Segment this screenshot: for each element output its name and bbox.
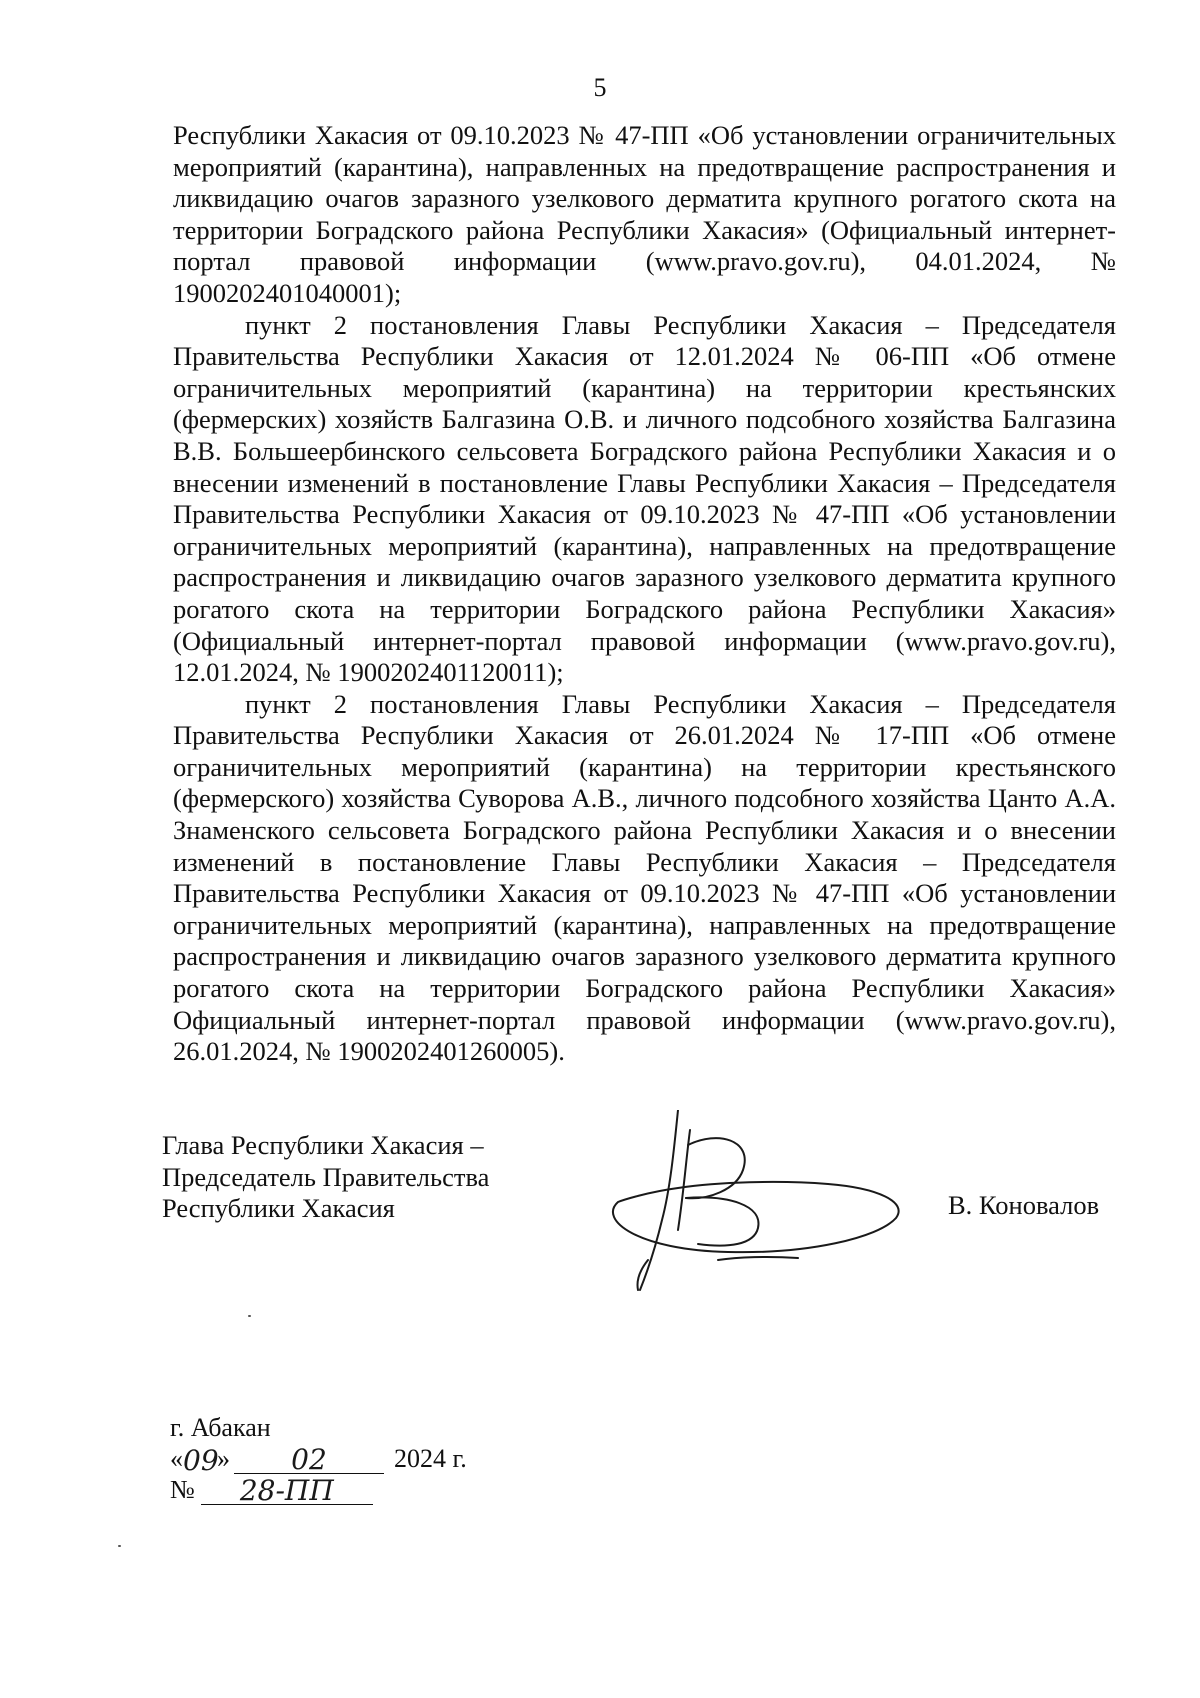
- date-open-quote: «: [170, 1444, 183, 1473]
- document-body: [173, 120, 1116, 1068]
- scan-artifact: [118, 1545, 121, 1547]
- page-number: 5: [593, 73, 607, 102]
- issue-date: [170, 1443, 467, 1477]
- position-line: Республики Хакасия: [162, 1193, 395, 1223]
- paragraph-continuation: Республики Хакасия от 09.10.2023 № 47-ПП «Об установлении ограничительных мероприятий (карантина), направленных на предотвращение распространения и ликвидацию очагов заразного узелкового дерматита крупного рогатого скота на территории Боградского района Республики Хакасия» (Официальный интернет-портал правовой информации (www.pravo.gov.ru), 04.01.2024, № 1900202401040001);: [173, 120, 1116, 308]
- number-value: 28-ПП: [201, 1478, 373, 1505]
- signatory-position: [162, 1130, 489, 1225]
- handwritten-signature: [578, 1110, 908, 1300]
- date-month: 02: [234, 1447, 384, 1474]
- signatory-name: В. Коновалов: [948, 1190, 1100, 1220]
- date-close-quote: »: [217, 1444, 230, 1473]
- number-prefix: №: [170, 1475, 195, 1504]
- position-line: Глава Республики Хакасия –: [162, 1130, 484, 1160]
- date-year: 2024 г.: [394, 1444, 467, 1473]
- document-number: [170, 1474, 467, 1505]
- issue-city: г. Абакан: [170, 1413, 271, 1442]
- position-line: Председатель Правительства: [162, 1161, 490, 1192]
- paragraph-item-12-01: пункт 2 постановления Главы Республики Хакасия – Председателя Правительства Республики Хакасия от 12.01.2024 № 06-ПП «Об отмене ограничительных мероприятий (карантина) на территории крестьянских (фермерских) хозяйств Балгазина О.В. и личного подсобного хозяйства Балгазина В.В. Большеербинского сельсовета Боградского района Республики Хакасия и о внесении изменений в постановление Главы Республики Хакасия – Председателя Правительства Республики Хакасия от 09.10.2023 № 47-ПП «Об установлении ограничительных мероприятий (карантина), направленных на предотвращение распространения и ликвидацию очагов заразного узелкового дерматита крупного рогатого скота на территории Боградского района Республики Хакасия» (Официальный интернет-портал правовой информации (www.pravo.gov.ru), 12.01.2024, № 1900202401120011);: [173, 309, 1116, 688]
- document-footer: [170, 1412, 467, 1505]
- date-day: 09: [183, 1444, 219, 1477]
- scan-artifact: [248, 1315, 251, 1317]
- paragraph-item-26-01: пункт 2 постановления Главы Республики Хакасия – Председателя Правительства Республики Хакасия от 26.01.2024 № 17-ПП «Об отмене ограничительных мероприятий (карантина) на территории крестьянского (фермерского) хозяйства Суворова А.В., личного подсобного хозяйства Цанто А.А. Знаменского сельсовета Боградского района Республики Хакасия и о внесении изменений в постановление Главы Республики Хакасия – Председателя Правительства Республики Хакасия от 09.10.2023 № 47-ПП «Об установлении ограничительных мероприятий (карантина), направленных на предотвращение распространения и ликвидацию очагов заразного узелкового дерматита крупного рогатого скота на территории Боградского района Республики Хакасия» Официальный интернет-портал правовой информации (www.pravo.gov.ru), 26.01.2024, № 1900202401260005).: [173, 688, 1116, 1067]
